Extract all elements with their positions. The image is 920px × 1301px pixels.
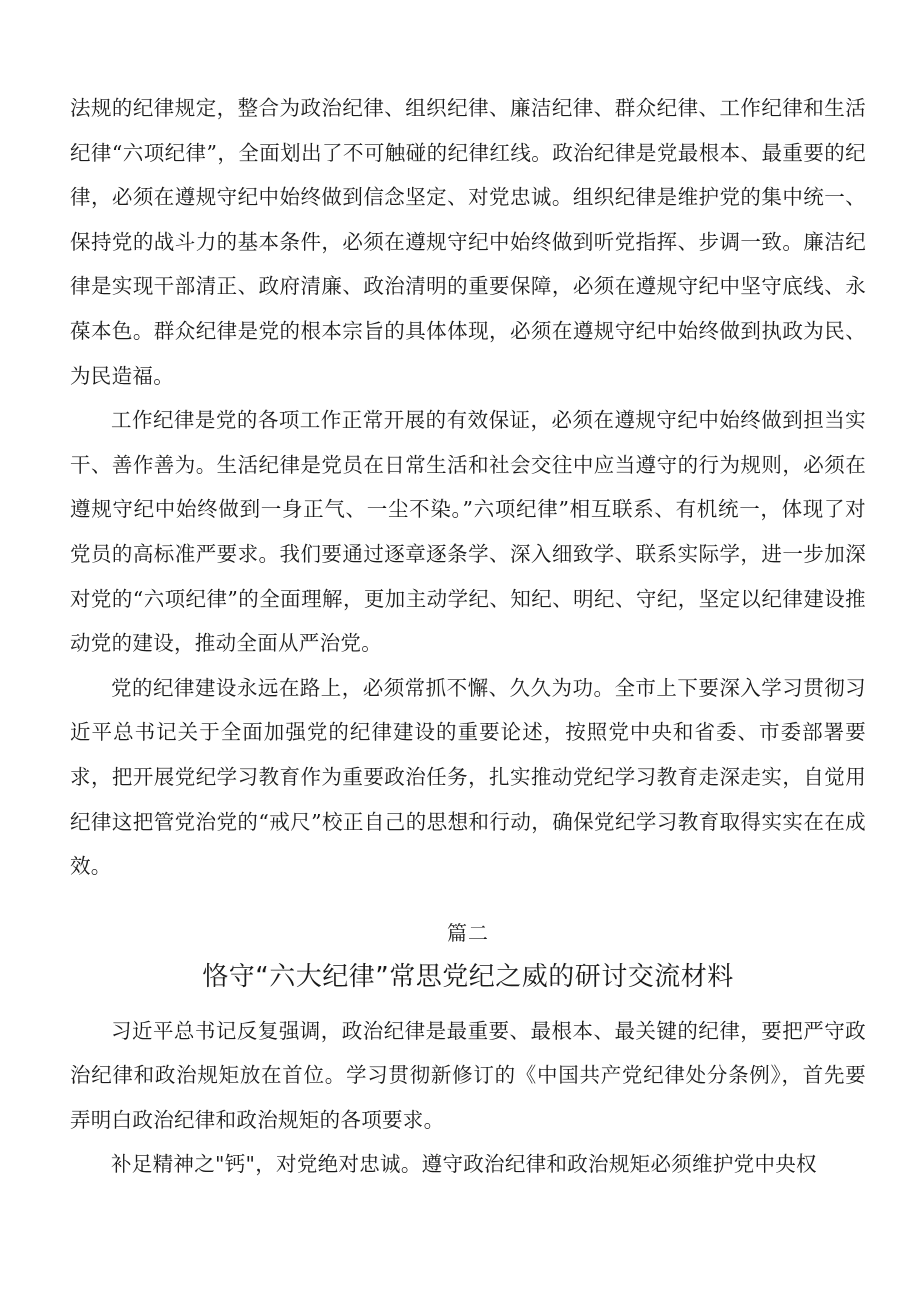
body-paragraph-2: 工作纪律是党的各项工作正常开展的有效保证，必须在遵规守纪中始终做到担当实干、善作善为。生活纪律是党员在日常生活和社会交往中应当遵守的行为规则，必须在遵规守纪中始终做到一身正气、一尘不染。”六项纪律”相互联系、有机统一，体现了对党员的高标准严要求。我们要通过逐章逐条学、深入细致学、联系实际学，进一步加深对党的“六项纪律”的全面理解，更加主动学纪、知纪、明纪、守纪，坚定以纪律建设推动党的建设，推动全面从严治党。 xyxy=(70,408,866,656)
section-label: 篇二 xyxy=(447,920,489,945)
body-paragraph-3: 党的纪律建设永远在路上，必须常抓不懈、久久为功。全市上下要深入学习贯彻习近平总书记关于全面加强党的纪律建设的重要论述，按照党中央和省委、市委部署要求，把开展党纪学习教育作为重要政治任务，扎实推动党纪学习教育走深走实，自觉用纪律这把管党治党的“戒尺”校正自己的思想和行动，确保党纪学习教育取得实实在在成效。 xyxy=(70,675,866,879)
body-paragraph-1: 法规的纪律规定，整合为政治纪律、组织纪律、廉洁纪律、群众纪律、工作纪律和生活纪律“六项纪律”，全面划出了不可触碰的纪律红线。政治纪律是党最根本、最重要的纪律，必须在遵规守纪中始终做到信念坚定、对党忠诚。组织纪律是维护党的集中统一、保持党的战斗力的基本条件，必须在遵规守纪中始终做到听党指挥、步调一致。廉洁纪律是实现干部清正、政府清廉、政治清明的重要保障，必须在遵规守纪中坚守底线、永葆本色。群众纪律是党的根本宗旨的具体体现，必须在遵规守纪中始终做到执政为民、为民造福。 xyxy=(70,96,866,388)
document-page xyxy=(70,86,866,1187)
body-paragraph-4: 习近平总书记反复强调，政治纪律是最重要、最根本、最关键的纪律，要把严守政治纪律和政治规矩放在首位。学习贯彻新修订的《中国共产党纪律处分条例》，首先要弄明白政治纪律和政治规矩的各项要求。 xyxy=(70,1018,866,1132)
section-title: 恪守“六大纪律”常思党纪之威的研讨交流材料 xyxy=(202,961,734,992)
body-paragraph-5: 补足精神之"钙"，对党绝对忠诚。遵守政治纪律和政治规矩必须维护党中央权 xyxy=(111,1152,817,1177)
